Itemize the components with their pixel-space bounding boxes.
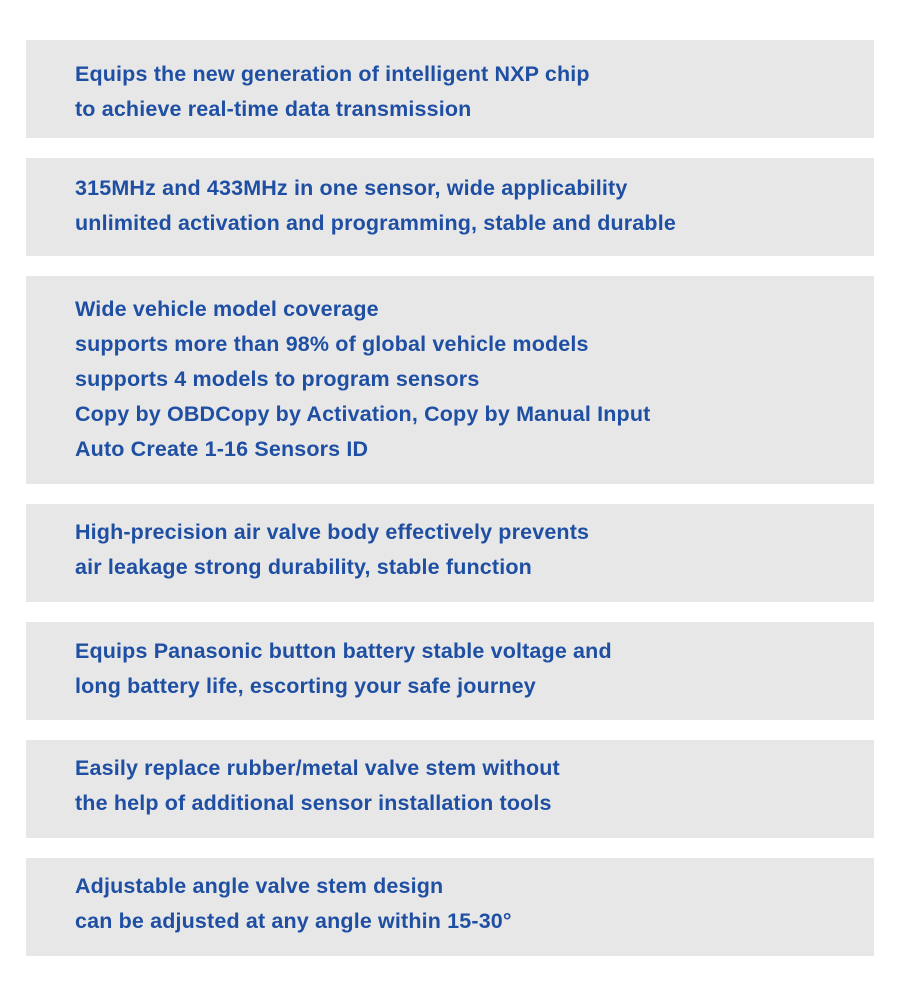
feature-text-line: Easily replace rubber/metal valve stem without [75, 756, 560, 780]
feature-text-line: can be adjusted at any angle within 15-30° [75, 909, 512, 933]
feature-text-line: High-precision air valve body effectively prevents [75, 520, 590, 544]
feature-box-frequency [26, 158, 874, 256]
feature-text-line: Adjustable angle valve stem design [75, 874, 444, 898]
feature-box-nxp-chip [26, 40, 874, 138]
feature-box-air-valve [26, 504, 874, 602]
feature-text-line: 315MHz and 433MHz in one sensor, wide applicability [75, 176, 628, 200]
feature-text-line: long battery life, escorting your safe journey [75, 674, 536, 698]
feature-text-line: Wide vehicle model coverage [75, 297, 379, 321]
feature-box-battery [26, 622, 874, 720]
feature-box-valve-stem [26, 740, 874, 838]
feature-text-line: air leakage strong durability, stable function [75, 555, 532, 579]
feature-text-line: Copy by OBDCopy by Activation, Copy by Manual Input [75, 402, 651, 426]
feature-box-adjustable-angle [26, 858, 874, 956]
feature-text-line: supports more than 98% of global vehicle models [75, 332, 589, 356]
feature-text-line: unlimited activation and programming, stable and durable [75, 211, 676, 235]
feature-text-line: Equips the new generation of intelligent NXP chip [75, 62, 590, 86]
feature-text-line: the help of additional sensor installation tools [75, 791, 552, 815]
feature-text-line: Equips Panasonic button battery stable voltage and [75, 639, 612, 663]
feature-text-line: supports 4 models to program sensors [75, 367, 480, 391]
feature-text-line: to achieve real-time data transmission [75, 97, 472, 121]
feature-box-vehicle-coverage [26, 276, 874, 484]
feature-text-line: Auto Create 1-16 Sensors ID [75, 437, 369, 461]
